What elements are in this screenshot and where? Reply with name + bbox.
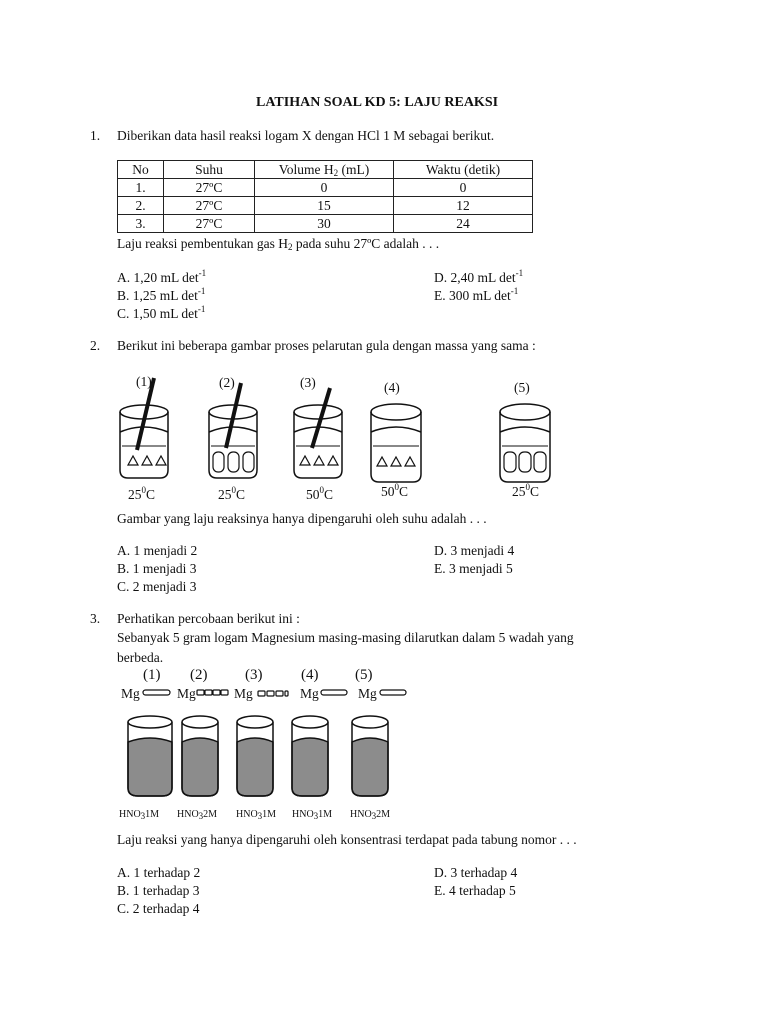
tube-5 <box>352 716 388 796</box>
q3-line-3: berbeda. <box>117 650 164 665</box>
header-volume-pre: Volume H <box>278 161 334 177</box>
q3-acid-5 <box>350 809 390 820</box>
q3-mg-5: Mg <box>358 686 377 701</box>
q3-mg-4: Mg <box>300 686 319 701</box>
q3-label-3: (3) <box>245 667 263 683</box>
temp-unit: C <box>399 484 409 499</box>
q2-number: 2. <box>90 338 101 353</box>
temp-unit: C <box>530 484 540 499</box>
q1-option-a-text: A. 1,20 mL det <box>117 270 199 285</box>
cell-suhu: 27ºC <box>164 215 255 233</box>
q3-label-4: (4) <box>301 667 319 683</box>
q3-option-c[interactable]: C. 2 terhadap 4 <box>117 901 200 916</box>
mg-small-pieces <box>197 690 228 695</box>
cell-waktu: 24 <box>394 215 533 233</box>
exponent: -1 <box>510 286 519 296</box>
cell-suhu: 27ºC <box>164 179 255 197</box>
cell-waktu: 12 <box>394 197 533 215</box>
q3-acid-1 <box>119 809 159 820</box>
acid-formula: HNO <box>236 809 258 820</box>
q1-question-pre: Laju reaksi pembentukan gas H <box>117 236 288 251</box>
q2-label-2: (2) <box>219 375 235 390</box>
q3-option-d[interactable]: D. 3 terhadap 4 <box>434 865 518 880</box>
header-suhu: Suhu <box>164 161 255 179</box>
q2-option-e[interactable]: E. 3 menjadi 5 <box>434 561 513 576</box>
header-volume-post: (mL) <box>338 161 370 177</box>
acid-formula: HNO <box>177 809 199 820</box>
acid-subscript: 3 <box>198 811 204 821</box>
q3-label-1: (1) <box>143 667 161 683</box>
q1-option-d-text: D. 2,40 mL det <box>434 270 516 285</box>
q3-acid-2 <box>177 809 217 820</box>
q3-label-2: (2) <box>190 667 208 683</box>
header-waktu: Waktu (detik) <box>394 161 533 179</box>
mg-ribbon <box>380 690 406 695</box>
cell-volume: 15 <box>255 197 394 215</box>
temp-degree: 0 <box>319 485 324 495</box>
tube-4 <box>292 716 328 796</box>
acid-subscript: 3 <box>257 811 263 821</box>
q3-mg-1: Mg <box>121 686 140 701</box>
acid-formula: HNO <box>292 809 314 820</box>
q2-label-5: (5) <box>514 380 530 395</box>
exponent: -1 <box>515 268 524 278</box>
q2-option-c[interactable]: C. 2 menjadi 3 <box>117 579 197 594</box>
q2-option-b[interactable]: B. 1 menjadi 3 <box>117 561 197 576</box>
temp-unit: C <box>324 487 334 502</box>
acid-subscript: 3 <box>313 811 319 821</box>
q1-option-e-text: E. 300 mL det <box>434 288 511 303</box>
acid-concentration: 1M <box>145 809 160 820</box>
cell-no: 1. <box>118 179 164 197</box>
temp-degree: 0 <box>394 482 399 492</box>
q2-option-d[interactable]: D. 3 menjadi 4 <box>434 543 515 558</box>
q3-mg-3: Mg <box>234 686 253 701</box>
cell-no: 3. <box>118 215 164 233</box>
temp-degree: 0 <box>231 485 236 495</box>
temp-unit: C <box>146 487 156 502</box>
acid-concentration: 2M <box>203 809 218 820</box>
mg-ribbon <box>321 690 347 695</box>
acid-concentration: 1M <box>262 809 277 820</box>
acid-concentration: 2M <box>376 809 391 820</box>
q2-text: Berikut ini beberapa gambar proses pelarutan gula dengan massa yang sama : <box>117 338 536 353</box>
cell-volume: 30 <box>255 215 394 233</box>
temp-value: 25 <box>128 487 142 502</box>
q1-option-b-text: B. 1,25 mL det <box>117 288 198 303</box>
q2-question: Gambar yang laju reaksinya hanya dipengaruhi oleh suhu adalah . . . <box>117 511 487 526</box>
q3-option-e[interactable]: E. 4 terhadap 5 <box>434 883 516 898</box>
q1-question-post: pada suhu 27ºC adalah . . . <box>292 236 440 251</box>
q2-label-1: (1) <box>136 374 152 389</box>
tube-2 <box>182 716 218 796</box>
q3-option-b[interactable]: B. 1 terhadap 3 <box>117 883 200 898</box>
q3-mg-2: Mg <box>177 686 196 701</box>
q1-text: Diberikan data hasil reaksi logam X dengan HCl 1 M sebagai berikut. <box>117 128 495 143</box>
acid-concentration: 1M <box>318 809 333 820</box>
cell-no: 2. <box>118 197 164 215</box>
header-volume-sub: 2 <box>333 167 339 178</box>
acid-subscript: 3 <box>371 811 377 821</box>
acid-formula: HNO <box>350 809 372 820</box>
q3-line-2: Sebanyak 5 gram logam Magnesium masing-masing dilarutkan dalam 5 wadah yang <box>117 630 574 645</box>
q1-number: 1. <box>90 128 101 143</box>
acid-formula: HNO <box>119 809 141 820</box>
q3-question: Laju reaksi yang hanya dipengaruhi oleh konsentrasi terdapat pada tabung nomor . . . <box>117 832 577 847</box>
header-no: No <box>118 161 164 179</box>
page-title: LATIHAN SOAL KD 5: LAJU REAKSI <box>256 95 499 110</box>
q3-acid-4 <box>292 809 332 820</box>
q2-option-a[interactable]: A. 1 menjadi 2 <box>117 543 198 558</box>
test-tubes <box>128 716 388 796</box>
temp-value: 25 <box>218 487 232 502</box>
q3-label-5: (5) <box>355 667 373 683</box>
exponent: -1 <box>198 268 207 278</box>
q3-acid-3 <box>236 809 276 820</box>
q3-line-1: Perhatikan percobaan berikut ini : <box>117 611 300 626</box>
q1-question-sub: 2 <box>287 242 293 252</box>
temp-value: 50 <box>306 487 320 502</box>
q2-label-3: (3) <box>300 375 316 390</box>
cell-suhu: 27ºC <box>164 197 255 215</box>
temp-degree: 0 <box>141 485 146 495</box>
temp-degree: 0 <box>525 482 530 492</box>
mg-small-pieces <box>258 691 288 696</box>
q2-label-4: (4) <box>384 380 400 395</box>
q1-option-c-text: C. 1,50 mL det <box>117 306 198 321</box>
tube-3 <box>237 716 273 796</box>
acid-subscript: 3 <box>140 811 146 821</box>
exponent: -1 <box>197 304 206 314</box>
q3-option-a[interactable]: A. 1 terhadap 2 <box>117 865 201 880</box>
mg-ribbon <box>143 690 170 695</box>
temp-value: 50 <box>381 484 395 499</box>
tube-1 <box>128 716 172 796</box>
temp-unit: C <box>236 487 246 502</box>
q3-number: 3. <box>90 611 101 626</box>
cell-waktu: 0 <box>394 179 533 197</box>
cell-volume: 0 <box>255 179 394 197</box>
temp-value: 25 <box>512 484 526 499</box>
exponent: -1 <box>197 286 206 296</box>
